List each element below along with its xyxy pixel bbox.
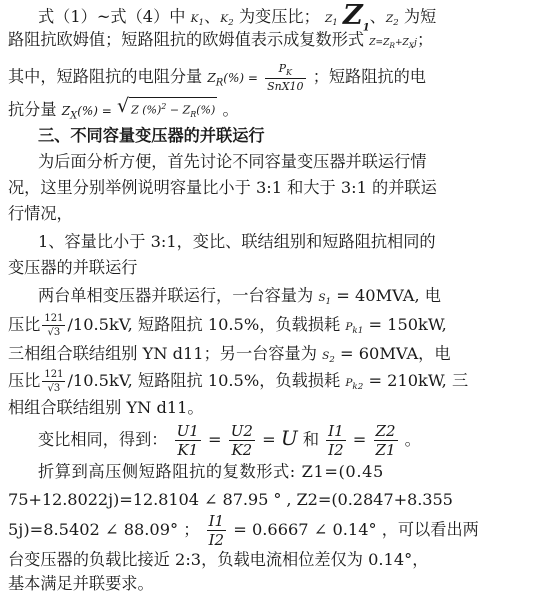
text: 和 — [302, 430, 320, 449]
text: 三相组合联结组别 YN d11；另一台容量为 — [8, 344, 317, 363]
symbol-z1: $Z_1$ — [324, 13, 338, 29]
symbol-big-z1: $Z_1$ — [342, 4, 370, 34]
text: 。 — [222, 100, 239, 119]
text: 式（1）~式（4）中 — [38, 7, 186, 26]
paragraph-line-4 — [8, 96, 538, 124]
text: 、 — [204, 7, 221, 26]
symbol-k2: $K_2$ — [220, 13, 234, 29]
paragraph-line-15: 相组合联结组别 YN d11。 — [8, 398, 204, 417]
symbol-z2: $Z_2$ — [385, 13, 399, 29]
formula-zx-lhs: $Z_X(\%)$ = — [61, 104, 112, 122]
symbol-u: U — [280, 426, 298, 450]
fraction-i1-i2: $\frac{I1}{I2}$ — [328, 421, 344, 458]
formula-zx-sqrt: √ Z $(\%)^2 - Z_R(\%)$ — [117, 97, 217, 124]
text: 为短 — [403, 7, 437, 26]
paragraph-line-14 — [8, 366, 538, 396]
paragraph-line-8: 行情况， — [8, 204, 73, 223]
paragraph-line-19 — [8, 512, 538, 548]
formula-zr-lhs: $Z_R(\%)$ = — [207, 71, 258, 89]
symbol-s1: $S_1$ — [318, 292, 332, 308]
text: 抗分量 — [8, 100, 57, 119]
paragraph-line-2 — [8, 28, 538, 58]
paragraph-line-17: 折算到高压侧短路阻抗的复数形式: Z1=(0.45 — [38, 462, 384, 481]
paragraph-line-16 — [38, 418, 538, 458]
text: 、 — [369, 7, 386, 26]
text: 压比 — [8, 371, 41, 390]
text: = 150kW, — [368, 315, 447, 334]
paragraph-line-18: 75+12.8022j)=12.8104 ∠ 87.95 ° , Z2=(0.2847+8.355 — [8, 490, 453, 509]
text: 为变压比； — [238, 7, 320, 26]
paragraph-line-6: 为后面分析方便，首先讨论不同容量变压器并联运行情 — [38, 152, 427, 171]
text: 变比相同，得到： — [38, 430, 168, 449]
equals-sign: = — [262, 430, 276, 449]
paragraph-line-3 — [8, 60, 538, 94]
paragraph-line-12 — [8, 310, 538, 340]
equals-sign: = — [208, 430, 222, 449]
text: = 210kW, 三 — [368, 371, 469, 390]
symbol-pk2: $P_{k2}$ — [345, 377, 364, 393]
paragraph-line-20: 台变压器的负载比接近 2:3，负载电流相位差仅为 0.14°， — [8, 550, 429, 569]
section-heading: 三、不同容量变压器的并联运行 — [38, 126, 265, 145]
symbol-k1: $K_1$ — [190, 13, 205, 29]
fraction-u2-k2: $\frac{U2}{K2}$ — [230, 421, 253, 458]
paragraph-line-7: 况，这里分别举例说明容量比小于 3:1 和大于 3:1 的并联运 — [8, 178, 437, 197]
text: 。 — [404, 430, 421, 449]
voltage-ratio-fraction: $\frac{121}{√3}$ — [44, 368, 64, 394]
text: 5j)=8.5402 ∠ 88.09° ； — [8, 520, 200, 539]
text: 压比 — [8, 315, 41, 334]
fraction-i1-i2: $\frac{I1}{I2}$ — [208, 512, 225, 548]
text: /10.5kV, 短路阻抗 10.5%，负载损耗 — [67, 315, 341, 334]
paragraph-line-10: 变压器的并联运行 — [8, 258, 138, 277]
paragraph-line-9: 1、容量比小于 3:1，变比、联结组别和短路阻抗相同的 — [38, 232, 436, 251]
text: = 60MVA，电 — [340, 344, 451, 363]
equals-sign: = — [352, 430, 367, 449]
formula-complex-impedance: $Z=Z_R+Z_Xj$ — [369, 38, 417, 50]
text: /10.5kV, 短路阻抗 10.5%，负载损耗 — [67, 371, 341, 390]
text: 两台单相变压器并联运行，一台容量为 — [38, 286, 314, 305]
text: = 40MVA, 电 — [336, 286, 441, 305]
fraction-u1-k1: $\frac{U1}{K1}$ — [176, 421, 199, 458]
text: = 0.6667 ∠ 0.14° ，可以看出两 — [233, 520, 479, 539]
paragraph-line-21: 基本满足并联要求。 — [8, 574, 154, 593]
text: ；短路阻抗的电 — [312, 67, 426, 86]
symbol-pk1: $P_{k1}$ — [345, 321, 364, 337]
fraction-z2-z1: $\frac{Z2}{Z1}$ — [375, 421, 396, 458]
formula-zr-fraction: $\frac{P_K}{\text{SnX10}}$ — [267, 61, 304, 94]
text: 其中，短路阻抗的电阻分量 — [8, 67, 203, 86]
text: ； — [416, 30, 434, 49]
symbol-s2: $S_2$ — [322, 350, 335, 366]
text: 路阻抗欧姆值；短路阻抗的欧姆值表示成复数形式 — [8, 30, 365, 49]
voltage-ratio-fraction: $\frac{121}{√3}$ — [44, 312, 64, 338]
